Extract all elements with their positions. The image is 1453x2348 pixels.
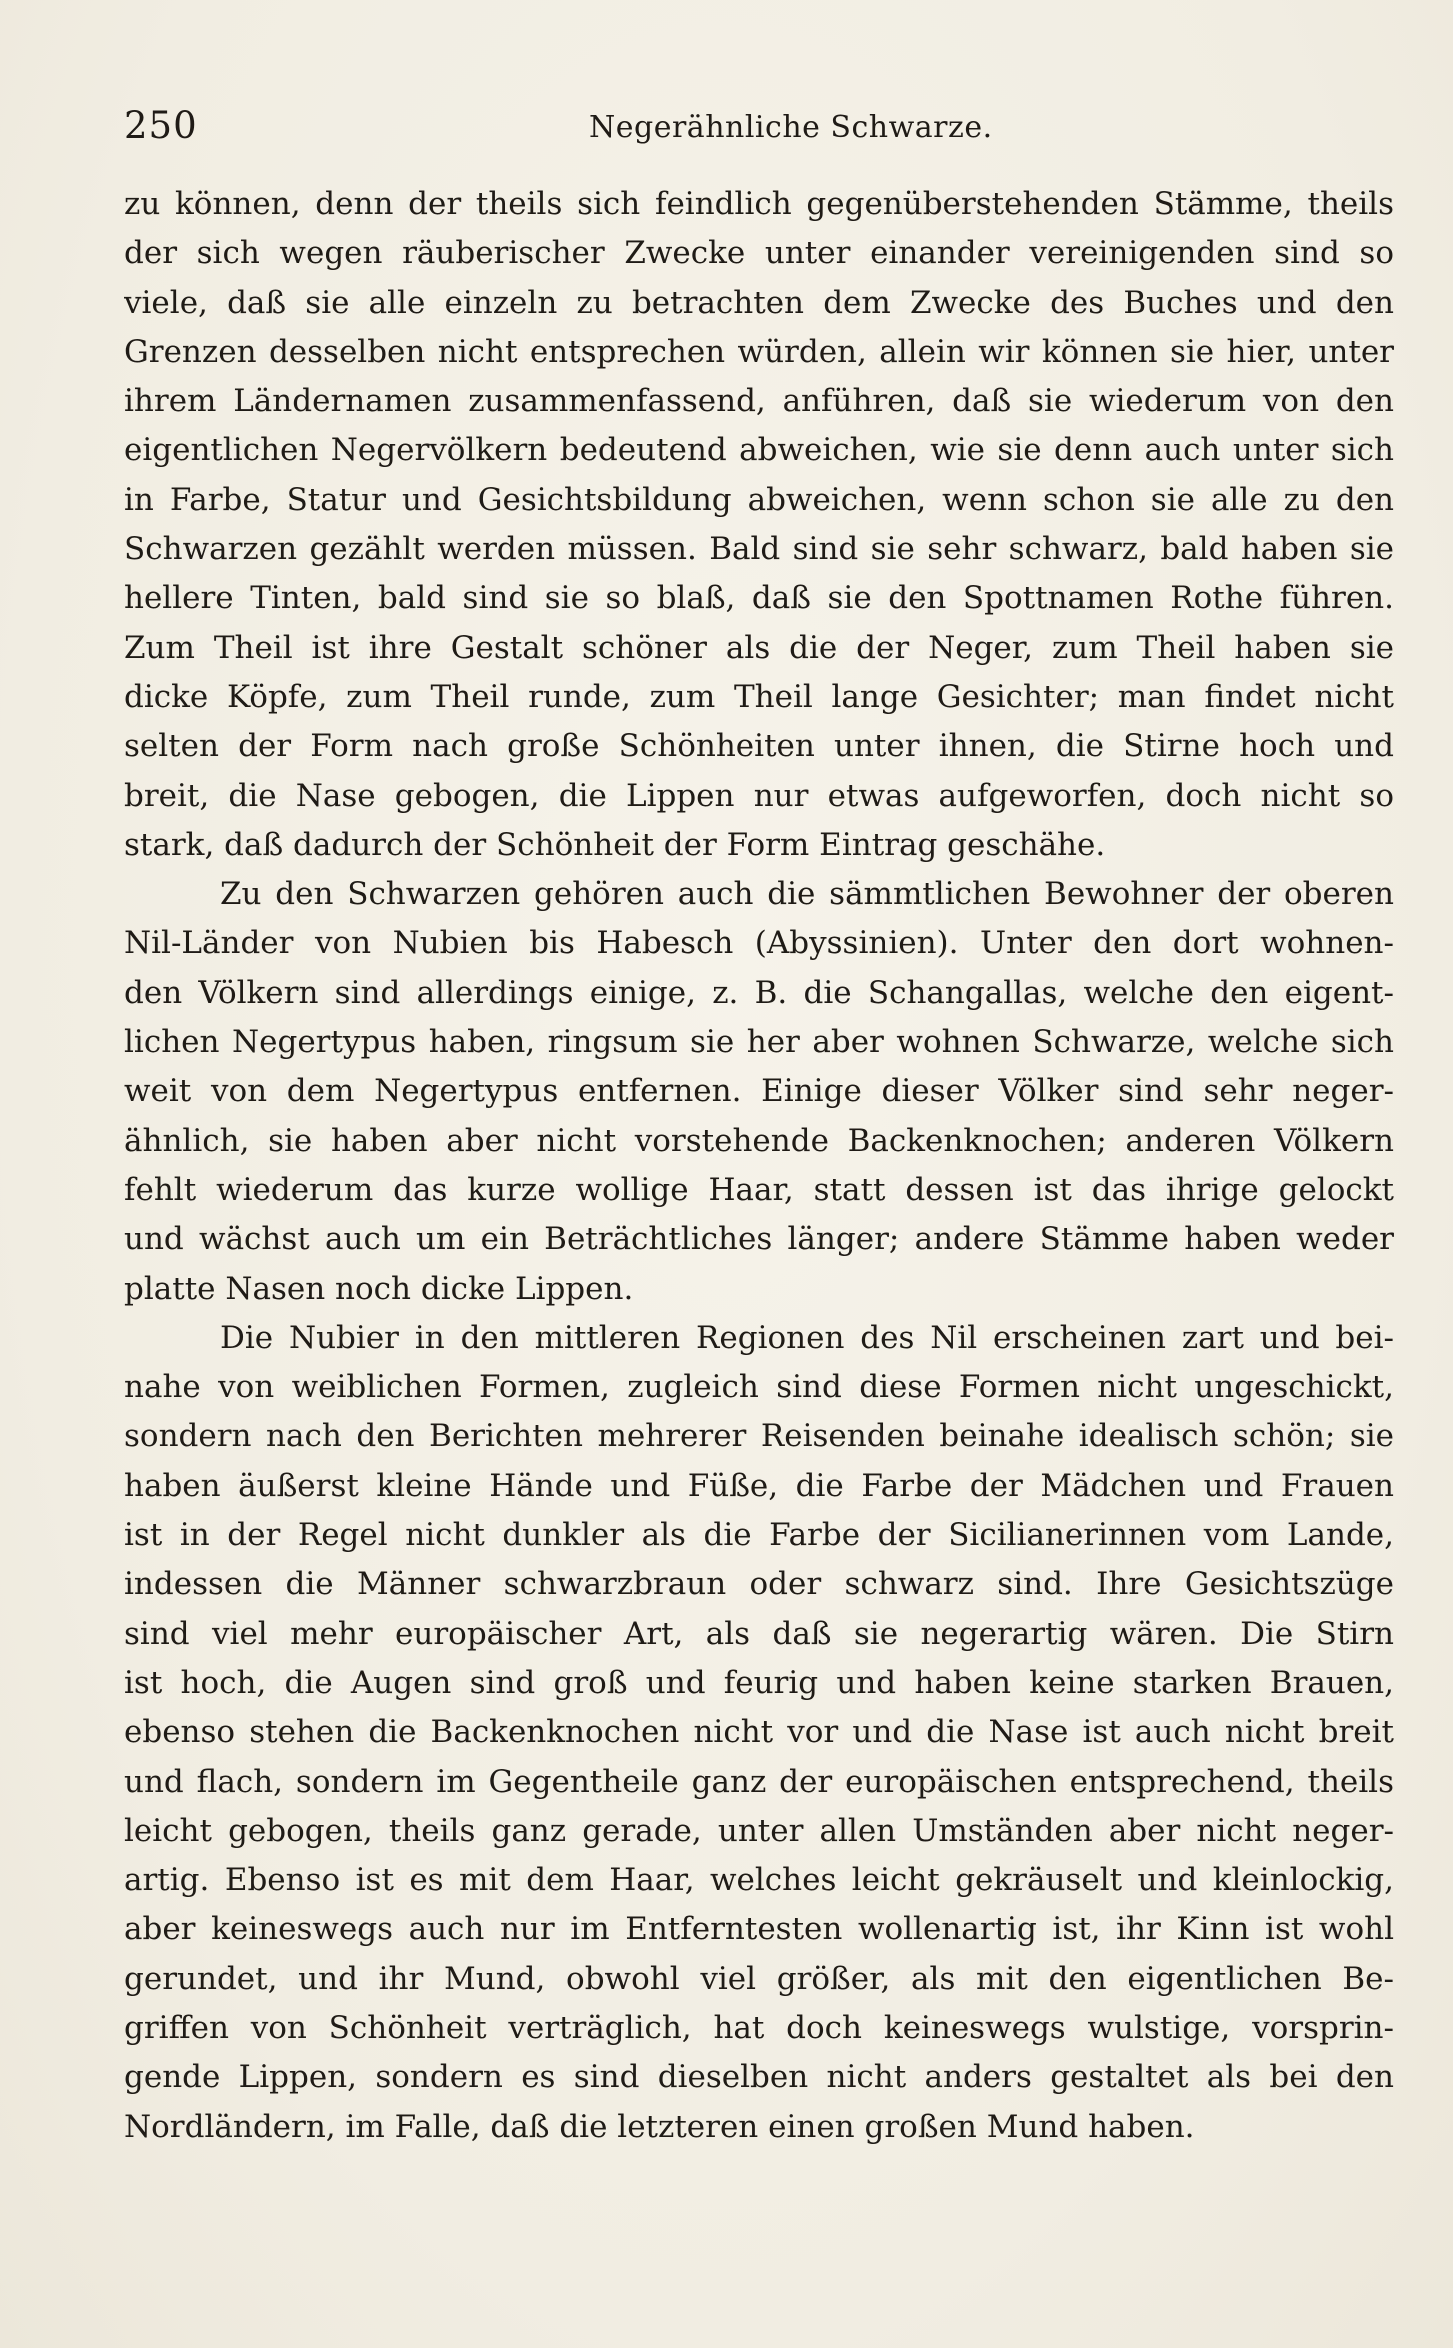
text-line: eigentlichen Negervölkern bedeutend abweichen, wie sie denn auch unter sich xyxy=(124,432,1394,469)
text-line: Nordländern, im Falle, daß die letzteren einen großen Mund haben. xyxy=(124,2108,1195,2145)
text-line: ebenso stehen die Backenknochen nicht vor und die Nase ist auch nicht breit xyxy=(124,1714,1394,1751)
text-line: den Völkern sind allerdings einige, z. B. die Schangallas, welche den eigent- xyxy=(124,974,1394,1011)
text-line: indessen die Männer schwarzbraun oder schwarz sind. Ihre Gesichtszüge xyxy=(124,1566,1394,1603)
text-line: sind viel mehr europäischer Art, als daß sie negerartig wären. Die Stirn xyxy=(124,1615,1394,1652)
text-line: sondern nach den Berichten mehrerer Reisenden beinahe idealisch schön; sie xyxy=(124,1418,1394,1455)
text-line: Schwarzen gezählt werden müssen. Bald sind sie sehr schwarz, bald haben sie xyxy=(124,531,1394,568)
text-line: selten der Form nach große Schönheiten unter ihnen, die Stirne hoch und xyxy=(124,728,1394,765)
text-line: hellere Tinten, bald sind sie so blaß, daß sie den Spottnamen Rothe führen. xyxy=(124,580,1394,617)
text-line: ihrem Ländernamen zusammenfassend, anführen, daß sie wiederum von den xyxy=(124,383,1394,420)
text-line: und flach, sondern im Gegentheile ganz der europäischen entsprechend, theils xyxy=(124,1763,1394,1800)
text-line: aber keineswegs auch nur im Entferntesten wollenartig ist, ihr Kinn ist wohl xyxy=(124,1911,1394,1948)
page-number: 250 xyxy=(124,104,198,147)
text-line: nahe von weiblichen Formen, zugleich sind diese Formen nicht ungeschickt, xyxy=(124,1369,1394,1406)
text-line: lichen Negertypus haben, ringsum sie her aber wohnen Schwarze, welche sich xyxy=(124,1024,1394,1061)
text-line: Grenzen desselben nicht entsprechen würden, allein wir können sie hier, unter xyxy=(124,333,1394,370)
page-header xyxy=(124,104,1394,154)
text-line: in Farbe, Statur und Gesichtsbildung abweichen, wenn schon sie alle zu den xyxy=(124,481,1394,518)
text-line: weit von dem Negertypus entfernen. Einige dieser Völker sind sehr neger- xyxy=(124,1073,1394,1110)
text-line: ist in der Regel nicht dunkler als die Farbe der Sicilianerinnen vom Lande, xyxy=(124,1517,1394,1554)
text-line: ist hoch, die Augen sind groß und feurig und haben keine starken Brauen, xyxy=(124,1664,1394,1701)
text-line: gerundet, und ihr Mund, obwohl viel größer, als mit den eigentlichen Be- xyxy=(124,1960,1394,1997)
text-line: platte Nasen noch dicke Lippen. xyxy=(124,1270,634,1307)
text-line: und wächst auch um ein Beträchtliches länger; andere Stämme haben weder xyxy=(124,1221,1394,1258)
text-line: fehlt wiederum das kurze wollige Haar, statt dessen ist das ihrige gelockt xyxy=(124,1171,1394,1208)
text-line: gende Lippen, sondern es sind dieselben nicht anders gestaltet als bei den xyxy=(124,2059,1394,2096)
text-line: Nil-Länder von Nubien bis Habesch (Abyssinien). Unter den dort wohnen- xyxy=(124,925,1394,962)
running-head: Negerähnliche Schwarze. xyxy=(589,110,993,145)
text-line: breit, die Nase gebogen, die Lippen nur etwas aufgeworfen, doch nicht so xyxy=(124,777,1394,814)
text-line: artig. Ebenso ist es mit dem Haar, welches leicht gekräuselt und kleinlockig, xyxy=(124,1862,1394,1899)
text-line: dicke Köpfe, zum Theil runde, zum Theil lange Gesichter; man findet nicht xyxy=(124,678,1394,715)
text-line: der sich wegen räuberischer Zwecke unter einander vereinigenden sind so xyxy=(124,235,1394,272)
text-line: zu können, denn der theils sich feindlich gegenüberstehenden Stämme, theils xyxy=(124,186,1394,222)
text-line: ähnlich, sie haben aber nicht vorstehende Backenknochen; anderen Völkern xyxy=(124,1122,1394,1159)
paragraph-start-line: Zu den Schwarzen gehören auch die sämmtlichen Bewohner der oberen xyxy=(220,876,1394,913)
text-line: griffen von Schönheit verträglich, hat doch keineswegs wulstige, vorsprin- xyxy=(124,2009,1394,2046)
text-line: viele, daß sie alle einzeln zu betrachten dem Zwecke des Buches und den xyxy=(124,284,1394,321)
text-line: leicht gebogen, theils ganz gerade, unter allen Umständen aber nicht neger- xyxy=(124,1812,1394,1849)
body-text xyxy=(124,180,1394,2152)
text-line: stark, daß dadurch der Schönheit der Form Eintrag geschähe. xyxy=(124,826,1106,863)
text-line: Zum Theil ist ihre Gestalt schöner als die der Neger, zum Theil haben sie xyxy=(124,629,1394,666)
paragraph-start-line: Die Nubier in den mittleren Regionen des Nil erscheinen zart und bei- xyxy=(220,1319,1394,1356)
text-line: haben äußerst kleine Hände und Füße, die Farbe der Mädchen und Frauen xyxy=(124,1467,1394,1504)
